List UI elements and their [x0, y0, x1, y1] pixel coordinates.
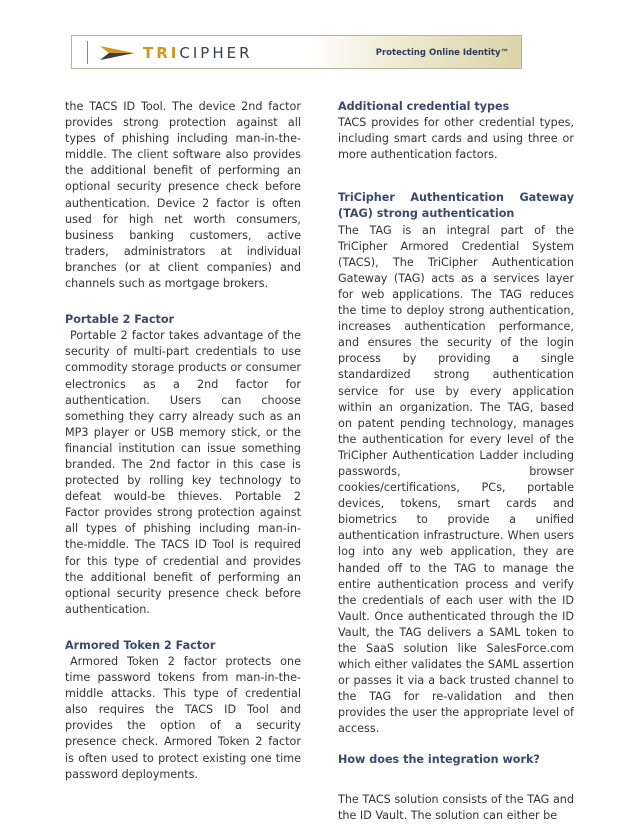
tag-paragraph: The TAG is an integral part of the TriCipher Armored Credential System (TACS), The TriCipher Authentication Gateway (TAG) acts as a services layer for web applications. The TAG reduces the time to deploy strong authentication, increases authentication performance, and ensures the security of the login process by providing a single standardized strong authentication service for use by every application within an organization. The TAG, based on patent pending technology, manages the authentication for every level of the TriCipher Authentication Ladder including passwords, browser cookies/certifications, PCs, portable devices, tokens, smart cards and biometrics to provide a unified authentication infrastructure. When users log into any web application, they are handed off to the TAG to manage the entire authentication process and verify the credentials of each user with the ID Vault. Once authenticated through the ID Vault, the TAG delivers a SAML token to the SaaS solution like SalesForce.com which either validates the SAML assertion or passes it via a back trusted channel to the TAG for re-validation and then provides the user the appropriate level of access. — [338, 223, 574, 736]
additional-credentials-paragraph: TACS provides for other credential types, including smart cards and using three or more authentication factors. — [338, 116, 574, 162]
right-column — [338, 99, 574, 824]
additional-credentials-heading: Additional credential types — [338, 100, 510, 113]
header-banner — [71, 35, 522, 69]
armored-token-heading: Armored Token 2 Factor — [65, 638, 216, 652]
tag-heading: TriCipher Authentication Gateway (TAG) strong authentication — [338, 191, 574, 221]
integration-paragraph: The TACS solution consists of the TAG and the ID Vault. The solution can either be — [338, 792, 574, 822]
armored-token-paragraph: Armored Token 2 factor protects one time password tokens from man-in-the-middle attacks. This type of credential also requires the TACS ID Tool and provides the option of a security presence check. Armored Token 2 factor is often used to protect existing one time password deployments. — [65, 655, 301, 781]
brand-tagline: Protecting Online Identity™ — [375, 48, 509, 58]
device-factor-paragraph: the TACS ID Tool. The device 2nd factor provides strong protection against all types of phishing including man-in-the-middle. The client software also provides the additional benefit of performing an optional security presence check before authentication. Device 2 factor is often used for high net worth consumers, business banking customers, active traders, administrators at individual branches (or at client companies) and channels such as mortgage brokers. — [65, 100, 301, 291]
brand-logo-suffix: CIPHER — [179, 44, 253, 62]
portable-factor-paragraph: Portable 2 factor takes advantage of the security of multi-part credentials to use commodity storage products or consumer electronics as a 2nd factor for authentication. Users can choose something they carry already such as an MP3 player or USB memory stick, or the financial institution can issue something branded. The 2nd factor in this case is protected by rolling key technology to defeat would-be thieves. Portable 2 Factor provides strong protection against all types of phishing including man-in-the-middle. The TACS ID Tool is required for this type of credential and provides the additional benefit of performing an optional security presence check before authentication. — [65, 329, 301, 616]
tricipher-logo-icon — [100, 45, 136, 61]
brand-logo — [143, 43, 253, 63]
brand-logo-prefix: TRI — [143, 44, 180, 62]
header-divider — [87, 41, 88, 64]
left-column — [65, 99, 301, 783]
portable-factor-heading: Portable 2 Factor — [65, 313, 175, 327]
integration-heading: How does the integration work? — [338, 752, 540, 766]
